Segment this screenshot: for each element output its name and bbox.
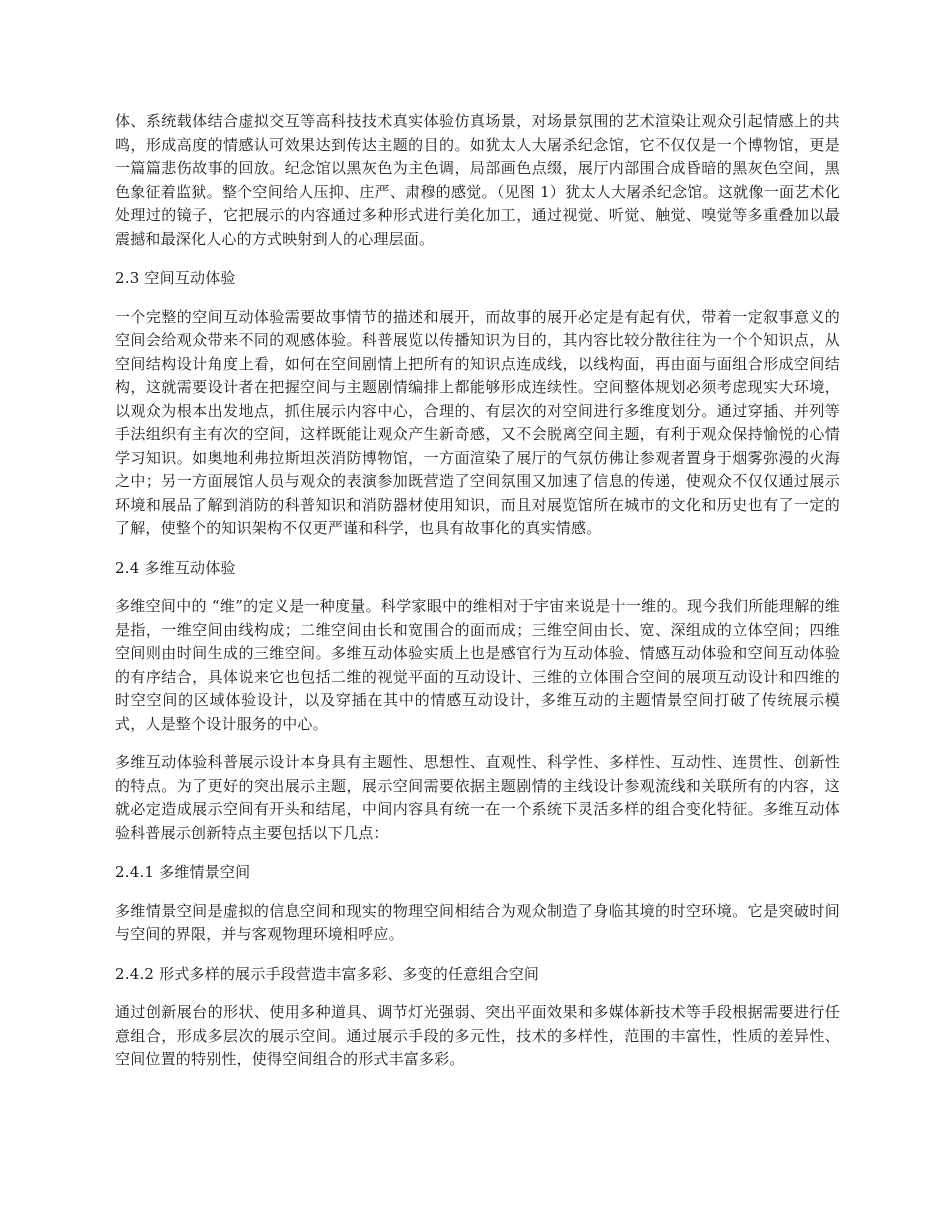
intro-paragraph: 体、系统载体结合虚拟交互等高科技技术真实体验仿真场景，对场景氛围的艺术渲染让观众引起情感上的共鸣，形成高度的情感认可效果达到传达主题的目的。如犹太人大屠杀纪念馆，它不仅仅是一个博物馆，更是一篇篇悲伤故事的回放。纪念馆以黑灰色为主色调，局部画色点缀，展厅内部围合成昏暗的黑灰色空间，黑色象征着监狱。整个空间给人压抑、庄严、肃穆的感觉。（见图 1）犹太人大屠杀纪念馆。这就像一面艺术化处理过的镜子，它把展示的内容通过多种形式进行美化加工，通过视觉、听觉、触觉、嗅觉等多重叠加以最震撼和最深化人心的方式映射到人的心理层面。 — [115, 112, 840, 248]
section-heading-2-4: 2.4 多维互动体验 — [115, 558, 236, 577]
paragraph-space-interaction: 一个完整的空间互动体验需要故事情节的描述和展开，而故事的展开必定是有起有伏，带着一定叙事意义的空间会给观众带来不同的观感体验。科普展览以传播知识为目的，其内容比较分散往往为一个个知识点，从空间结构设计角度上看，如何在空间剧情上把所有的知识点连成线，以线构面，再由面与面组合形成空间结构，这就需要设计者在把握空间与主题剧情编排上都能够形成连续性。空间整体规划必须考虑现实大环境，以观众为根本出发地点，抓住展示内容中心，合理的、有层次的对空间进行多维度划分。通过穿插、并列等手法组织有主有次的空间，这样既能让观众产生新奇感，又不会脱离空间主题，有利于观众保持愉悦的心情学习知识。如奥地利弗拉斯坦茨消防博物馆，一方面渲染了展厅的气氛仿佛让参观者置身于烟雾弥漫的火海之中；另一方面展馆人员与观众的表演参加既营造了空间氛围又加速了信息的传递，使观众不仅仅通过展示环境和展品了解到消防的科普知识和消防器材使用知识，而且对展览馆所在城市的文化和历史也有了一定的了解，使整个的知识架构不仅更严谨和科学，也具有故事化的真实情感。 — [115, 307, 840, 537]
paragraph-multidimensional-definition: 多维空间中的 “维”的定义是一种度量。科学家眼中的维相对于宇宙来说是十一维的。现今我们所能理解的维是指，一维空间由线构成；二维空间由长和宽围合的面而成；三维空间由长、宽、深组成的立体空间；四维空间则由时间生成的三维空间。多维互动体验实质上也是感官行为互动体验、情感互动体验和空间互动体验的有序结合，具体说来它也包括二维的视觉平面的互动设计、三维的立体围合空间的展项互动设计和四维的时空空间的区域体验设计，以及穿插在其中的情感互动设计，多维互动的主题情景空间打破了传统展示模式，人是整个设计服务的中心。 — [115, 597, 840, 733]
document-page — [115, 110, 840, 1072]
section-heading-2-3: 2.3 空间互动体验 — [115, 269, 236, 287]
paragraph-multidimensional-features: 多维互动体验科普展示设计本身具有主题性、思想性、直观性、科学性、多样性、互动性、连贯性、创新性的特点。为了更好的突出展示主题，展示空间需要依据主题剧情的主线设计参观流线和关联所有的内容，这就必定造成展示空间有开头和结尾，中间内容具有统一在一个系统下灵活多样的组合变化特征。多维互动体验科普展示创新特点主要包括以下几点： — [115, 753, 840, 842]
paragraph-display-means: 通过创新展台的形状、使用多种道具、调节灯光强弱、突出平面效果和多媒体新技术等手段根据需要进行任意组合，形成多层次的展示空间。通过展示手段的多元性，技术的多样性，范围的丰富性，性质的差异性、空间位置的特别性，使得空间组合的形式丰富多彩。 — [115, 1003, 840, 1068]
subsection-heading-2-4-1: 2.4.1 多维情景空间 — [115, 863, 251, 881]
paragraph-scene-space: 多维情景空间是虚拟的信息空间和现实的物理空间相结合为观众制造了身临其境的时空环境。它是突破时间与空间的界限，并与客观物理环境相呼应。 — [115, 901, 840, 943]
subsection-heading-2-4-2: 2.4.2 形式多样的展示手段营造丰富多彩、多变的任意组合空间 — [115, 964, 540, 983]
